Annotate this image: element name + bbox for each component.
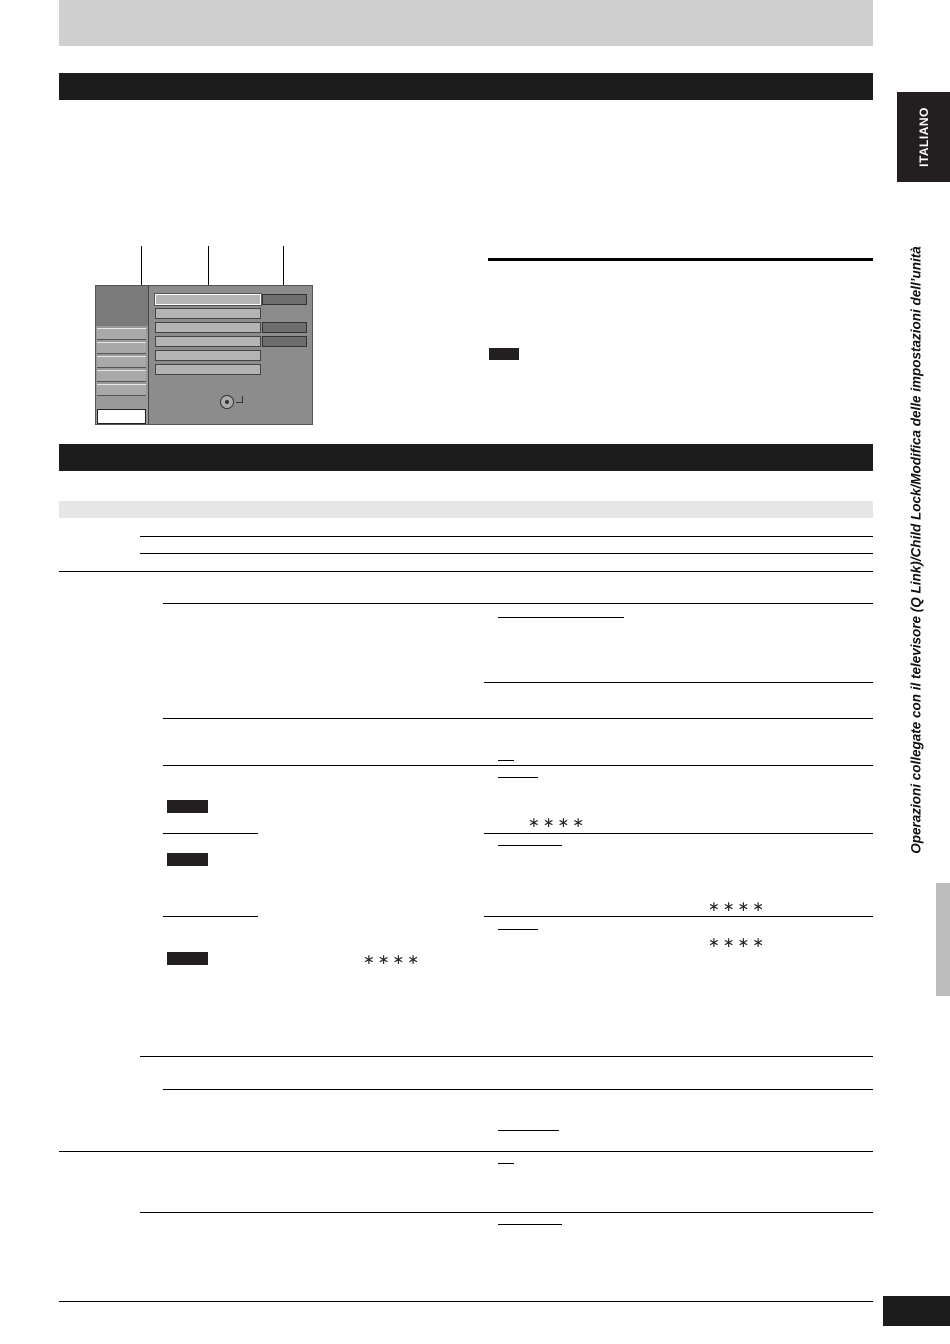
table-badge — [167, 800, 208, 813]
table-rule — [163, 603, 873, 604]
password-symbols: ∗∗∗∗ — [708, 935, 767, 951]
table-rule — [140, 553, 873, 554]
setup-menu-item — [97, 370, 146, 382]
top-band — [59, 0, 873, 46]
setup-field-selected — [155, 294, 261, 305]
table-rule — [163, 718, 873, 719]
setup-menu-item — [97, 384, 146, 396]
password-symbols: ∗∗∗∗ — [708, 899, 767, 915]
enter-button-icon — [220, 395, 234, 409]
table-rule — [140, 536, 873, 537]
setup-menu-column — [96, 286, 149, 424]
setup-menu-item — [97, 328, 146, 340]
table-rule — [498, 777, 538, 778]
setup-field-value — [262, 336, 307, 347]
table-rule — [498, 1130, 559, 1131]
table-rule — [498, 617, 624, 618]
table-rule — [59, 1151, 873, 1152]
setup-field-value — [262, 294, 307, 305]
table-rule — [163, 1089, 873, 1090]
setup-screen-mockup — [95, 285, 313, 425]
table-rule — [140, 1212, 873, 1213]
note-badge — [489, 348, 519, 360]
language-tab-label: ITALIANO — [916, 107, 931, 167]
setup-menu-item — [97, 342, 146, 354]
table-rule — [484, 833, 873, 834]
table-rule — [140, 1056, 873, 1057]
table-rule — [163, 765, 873, 766]
password-symbols: ∗∗∗∗ — [363, 952, 422, 968]
table-rule — [498, 1163, 514, 1164]
side-title — [906, 185, 926, 915]
side-title-text: Operazioni collegate con il televisore (Q Link)/Child Lock/Modifica delle impostazioni dell’unità — [908, 246, 924, 854]
table-badge — [167, 952, 208, 965]
table-rule — [498, 845, 562, 846]
page-footer-rule — [59, 1301, 873, 1302]
password-symbols: ∗∗∗∗ — [528, 815, 587, 831]
setup-field — [155, 364, 261, 375]
setup-field — [155, 308, 261, 319]
side-grey-tab — [936, 883, 950, 996]
page-number-block — [883, 1296, 950, 1326]
setup-field-value — [262, 322, 307, 333]
setup-menu-header — [96, 286, 148, 326]
table-rule — [498, 1224, 562, 1225]
setup-menu-item — [97, 356, 146, 368]
table-rule — [59, 571, 873, 572]
setup-field — [155, 336, 261, 347]
section-header-bar-1 — [59, 73, 873, 100]
language-tab — [897, 92, 950, 182]
section-header-bar-2 — [59, 444, 873, 471]
table-badge — [167, 853, 208, 866]
table-rule — [484, 916, 873, 917]
table-rule — [484, 682, 873, 683]
subsection-rule — [488, 258, 873, 261]
return-arrow-icon — [236, 396, 243, 403]
setup-menu-item-selected — [97, 409, 146, 424]
setup-field — [155, 322, 261, 333]
table-rule — [498, 760, 514, 761]
table-rule — [163, 916, 258, 917]
setup-field — [155, 350, 261, 361]
table-rule — [498, 929, 538, 930]
table-header-band — [59, 501, 873, 518]
table-rule — [163, 833, 258, 834]
